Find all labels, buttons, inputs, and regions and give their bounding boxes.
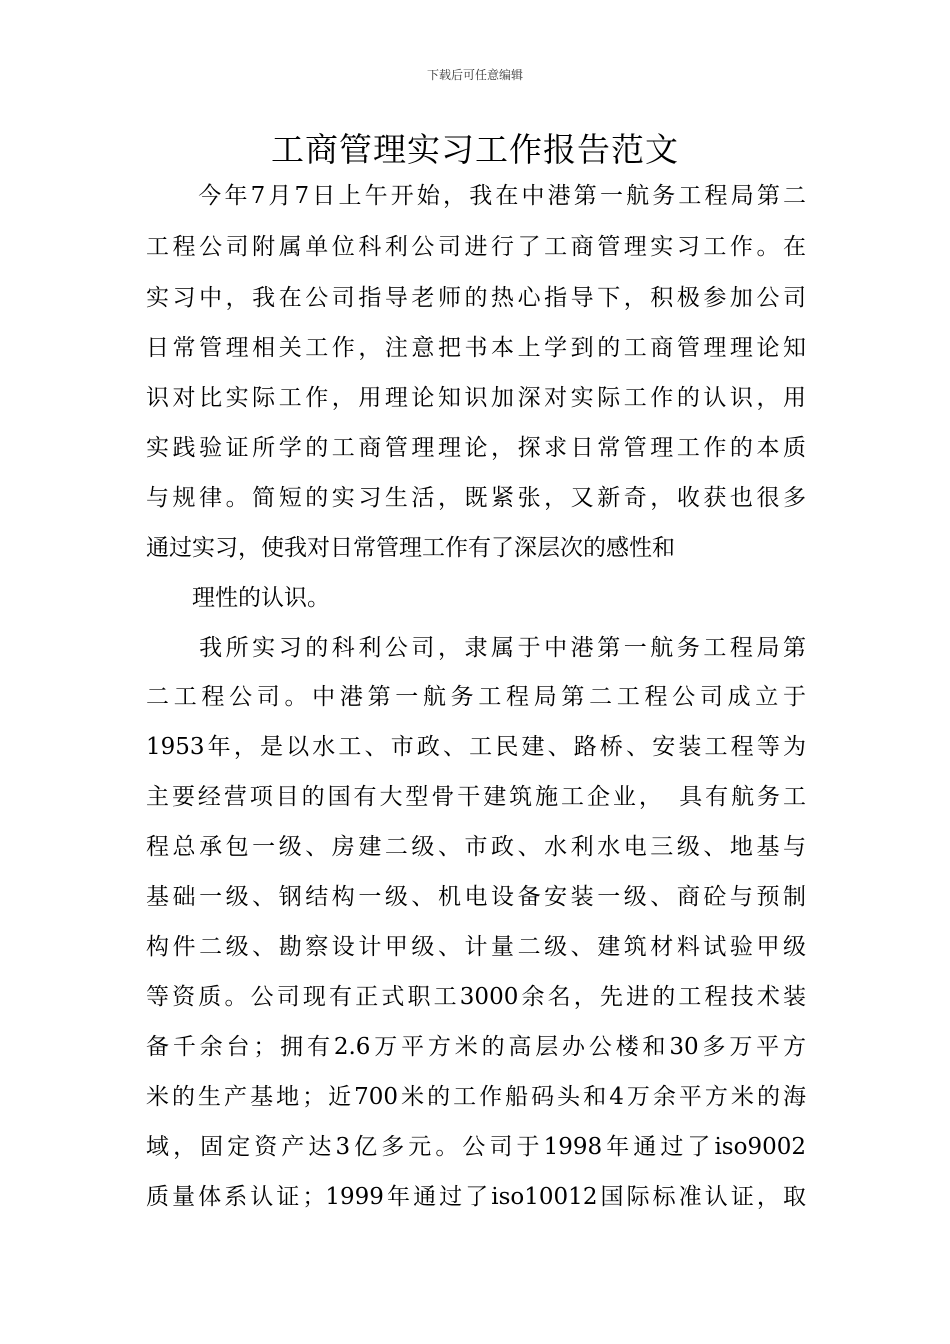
paragraph-line: 二工程公司。中港第一航务工程局第二工程公司成立于 xyxy=(146,684,806,710)
paragraph-line: 域，固定资产达3亿多元。公司于1998年通过了iso9002 xyxy=(146,1134,806,1160)
document-title: 工商管理实习工作报告范文 xyxy=(271,130,679,169)
paragraph-line: 理性的认识。 xyxy=(146,585,330,611)
paragraph-line: 实习中，我在公司指导老师的热心指导下，积极参加公司 xyxy=(146,285,806,311)
paragraph-line: 等资质。公司现有正式职工3000余名，先进的工程技术装 xyxy=(146,984,806,1010)
paragraph-line: 程总承包一级、房建二级、市政、水利水电三级、地基与 xyxy=(146,834,806,860)
paragraph-line: 实践验证所学的工商管理理论，探求日常管理工作的本质 xyxy=(146,435,806,461)
paragraph-line: 1953年，是以水工、市政、工民建、路桥、安装工程等为 xyxy=(146,734,806,760)
paragraph-line: 备千余台；拥有2.6万平方米的高层办公楼和30多万平方 xyxy=(146,1034,806,1060)
paragraph-line: 与规律。简短的实习生活，既紧张，又新奇，收获也很多 xyxy=(146,485,806,511)
paragraph-line: 今年7月7日上午开始，我在中港第一航务工程局第二 xyxy=(146,183,806,209)
header-note: 下载后可任意编辑 xyxy=(426,68,523,82)
paragraph-line: 质量体系认证；1999年通过了iso10012国际标准认证，取 xyxy=(146,1184,806,1210)
paragraph-line: 通过实习，使我对日常管理工作有了深层次的感性和 xyxy=(146,535,675,561)
paragraph-line: 米的生产基地；近700米的工作船码头和4万余平方米的海 xyxy=(146,1084,806,1110)
paragraph-line: 基础一级、钢结构一级、机电设备安装一级、商砼与预制 xyxy=(146,884,806,910)
paragraph-line: 识对比实际工作，用理论知识加深对实际工作的认识，用 xyxy=(146,385,806,411)
paragraph-line: 我所实习的科利公司，隶属于中港第一航务工程局第 xyxy=(146,635,806,661)
paragraph-line: 主要经营项目的国有大型骨干建筑施工企业， 具有航务工 xyxy=(146,784,806,810)
paragraph-line: 日常管理相关工作，注意把书本上学到的工商管理理论知 xyxy=(146,335,806,361)
paragraph-line: 工程公司附属单位科利公司进行了工商管理实习工作。在 xyxy=(146,234,806,260)
paragraph-line: 构件二级、勘察设计甲级、计量二级、建筑材料试验甲级 xyxy=(146,934,806,960)
